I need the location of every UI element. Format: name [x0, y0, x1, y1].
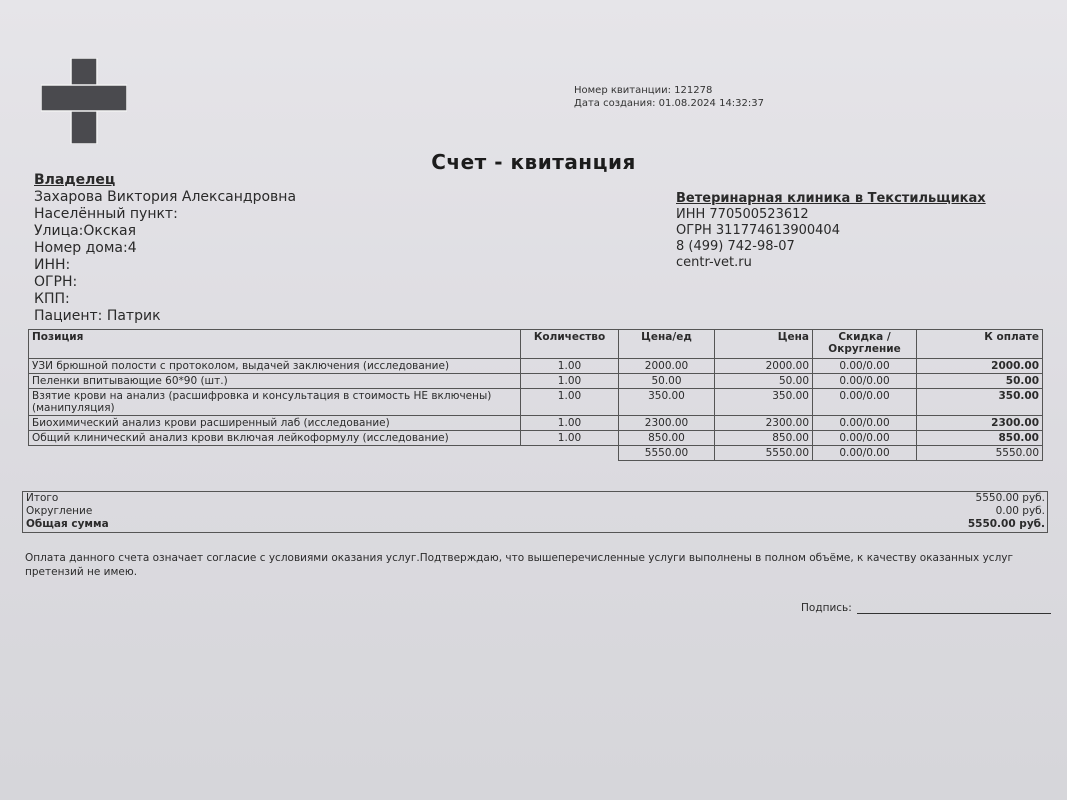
total-label: Общая сумма: [26, 518, 109, 530]
total-unit-price: 5550.00: [619, 446, 715, 461]
row-name: УЗИ брюшной полости с протоколом, выдачей заключения (исследование): [29, 359, 521, 374]
row-name: Взятие крови на анализ (расшифровка и консультация в стоимость НЕ включены) (манипуляция): [29, 389, 521, 416]
owner-kpp: КПП:: [34, 291, 70, 307]
row-name: Пеленки впитывающие 60*90 (шт.): [29, 374, 521, 389]
owner-block: [34, 172, 296, 325]
row-price: 850.00: [715, 431, 813, 446]
row-discount: 0.00/0.00: [813, 389, 917, 416]
row-name: Общий клинический анализ крови включая лейкоформулу (исследование): [29, 431, 521, 446]
owner-name: Захарова Виктория Александровна: [34, 189, 297, 205]
row-price: 50.00: [715, 374, 813, 389]
agreement-text: Оплата данного счета означает согласие с условиями оказания услуг.Подтверждаю, что вышеперечисленные услуги выполнены в полном объёме, к качеству оказанных услуг претензий не имею.: [25, 552, 1014, 578]
owner-locality: Населённый пункт:: [34, 206, 178, 222]
medical-cross-logo: [41, 58, 127, 144]
table-row: [29, 431, 1043, 446]
services-table: [28, 329, 1043, 461]
table-row: [29, 416, 1043, 431]
summary-itogo-row: [23, 492, 1047, 505]
row-qty: 1.00: [521, 374, 619, 389]
row-to-pay: 350.00: [917, 389, 1043, 416]
row-unit-price: 2000.00: [619, 359, 715, 374]
row-qty: 1.00: [521, 431, 619, 446]
row-discount: 0.00/0.00: [813, 416, 917, 431]
summary-total-row: [23, 518, 1047, 531]
col-position: Позиция: [29, 330, 521, 359]
rounding-label: Округление: [26, 505, 93, 517]
page-title: Счет - квитанция: [431, 150, 636, 174]
clinic-site: centr-vet.ru: [676, 255, 752, 270]
col-discount: Скидка / Округление: [813, 330, 917, 359]
table-row: [29, 359, 1043, 374]
summary-rounding-row: [23, 505, 1047, 518]
itogo-label: Итого: [26, 492, 59, 504]
clinic-phone: 8 (499) 742-98-07: [676, 239, 795, 254]
row-price: 2300.00: [715, 416, 813, 431]
patient-name: Пациент: Патрик: [34, 308, 161, 324]
table-total-row: [29, 446, 1043, 461]
row-unit-price: 850.00: [619, 431, 715, 446]
row-discount: 0.00/0.00: [813, 374, 917, 389]
row-to-pay: 850.00: [917, 431, 1043, 446]
row-qty: 1.00: [521, 389, 619, 416]
total-empty-cell: [29, 446, 521, 461]
col-price: Цена: [715, 330, 813, 359]
signature-area: [801, 601, 1051, 614]
total-value: 5550.00 руб.: [967, 518, 1045, 530]
col-unit-price: Цена/ед: [619, 330, 715, 359]
row-discount: 0.00/0.00: [813, 359, 917, 374]
clinic-ogrn: ОГРН 311774613900404: [676, 223, 840, 238]
table-row: [29, 374, 1043, 389]
clinic-name: Ветеринарная клиника в Текстильщиках: [676, 191, 986, 206]
row-price: 2000.00: [715, 359, 813, 374]
table-header-row: [29, 330, 1043, 359]
owner-ogrn: ОГРН:: [34, 274, 78, 290]
rounding-value: 0.00 руб.: [995, 505, 1045, 517]
row-to-pay: 50.00: [917, 374, 1043, 389]
clinic-block: [676, 191, 986, 271]
row-unit-price: 2300.00: [619, 416, 715, 431]
signature-label: Подпись:: [801, 602, 852, 614]
row-qty: 1.00: [521, 359, 619, 374]
itogo-value: 5550.00 руб.: [975, 492, 1045, 504]
total-empty-cell: [521, 446, 619, 461]
receipt-date: Дата создания: 01.08.2024 14:32:37: [574, 98, 764, 109]
receipt-number: Номер квитанции: 121278: [574, 85, 713, 96]
col-to-pay: К оплате: [917, 330, 1043, 359]
summary-box: [22, 491, 1048, 533]
row-unit-price: 50.00: [619, 374, 715, 389]
col-qty: Количество: [521, 330, 619, 359]
row-price: 350.00: [715, 389, 813, 416]
row-unit-price: 350.00: [619, 389, 715, 416]
row-to-pay: 2000.00: [917, 359, 1043, 374]
total-discount: 0.00/0.00: [813, 446, 917, 461]
total-price: 5550.00: [715, 446, 813, 461]
owner-heading: Владелец: [34, 172, 116, 188]
row-qty: 1.00: [521, 416, 619, 431]
signature-line: [857, 601, 1051, 614]
owner-house: Номер дома:4: [34, 240, 137, 256]
total-to-pay: 5550.00: [917, 446, 1043, 461]
receipt-meta: [574, 84, 764, 110]
clinic-inn: ИНН 770500523612: [676, 207, 809, 222]
row-discount: 0.00/0.00: [813, 431, 917, 446]
table-row: [29, 389, 1043, 416]
owner-street: Улица:Окская: [34, 223, 137, 239]
owner-inn: ИНН:: [34, 257, 71, 273]
row-name: Биохимический анализ крови расширенный лаб (исследование): [29, 416, 521, 431]
row-to-pay: 2300.00: [917, 416, 1043, 431]
